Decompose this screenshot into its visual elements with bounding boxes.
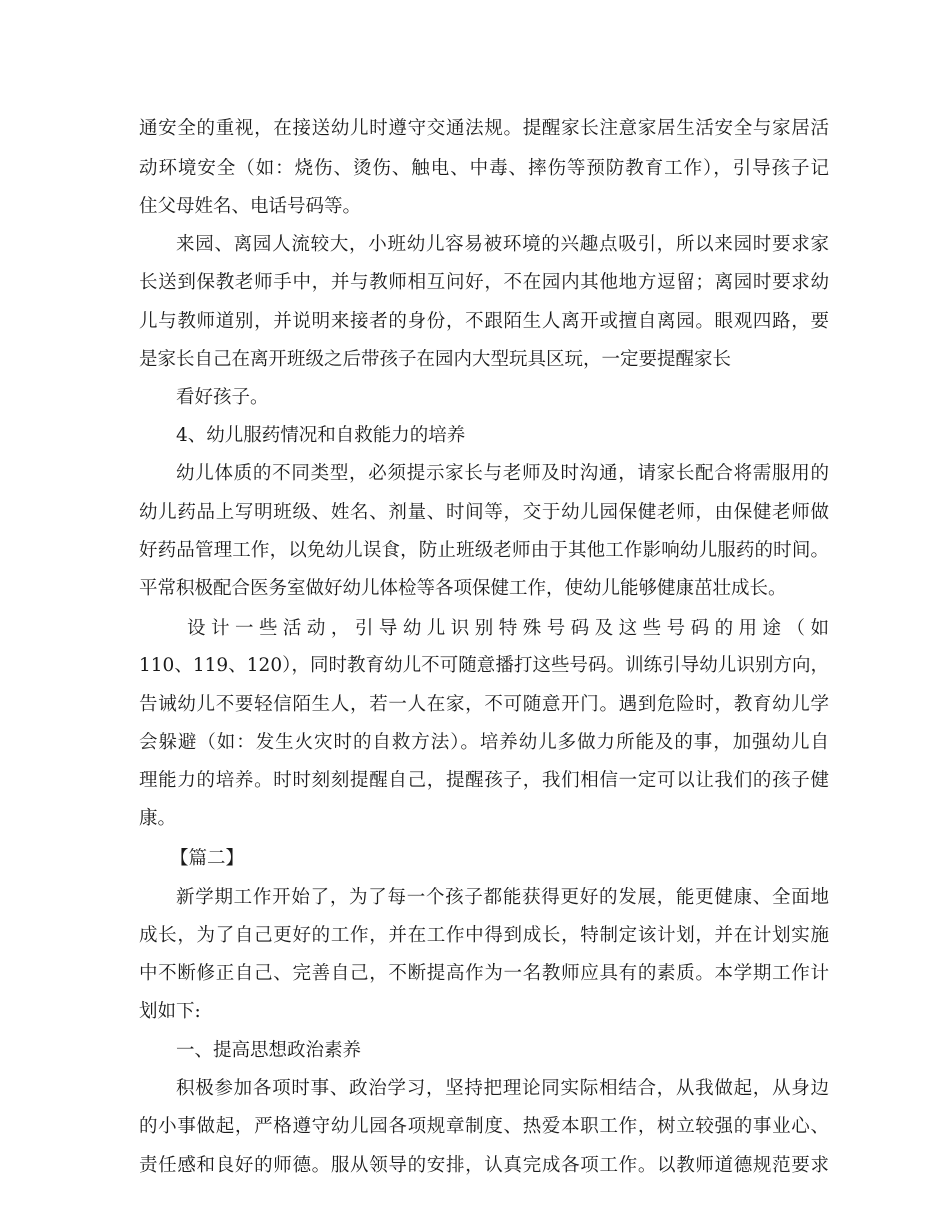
paragraph-line: 平常积极配合医务室做好幼儿体检等各项保健工作，使幼儿能够健康茁壮成长。	[139, 578, 787, 599]
paragraph-line: 新学期工作开始了，为了每一个孩子都能获得更好的发展，能更健康、全面地	[176, 887, 829, 908]
paragraph-line: 责任感和良好的师德。服从领导的安排，认真完成各项工作。以教师道德规范要求	[139, 1155, 829, 1176]
paragraph-line: 理能力的培养。时时刻刻提醒自己，提醒孩子，我们相信一定可以让我们的孩子健	[139, 770, 829, 791]
paragraph-line: 通安全的重视，在接送幼儿时遵守交通法规。提醒家长注意家居生活安全与家居活	[139, 118, 829, 139]
paragraph-line: 幼儿药品上写明班级、姓名、剂量、时间等，交于幼儿园保健老师，由保健老师做	[139, 502, 829, 523]
section-heading: 4、幼儿服药情况和自救能力的培养	[176, 425, 466, 446]
paragraph-line: 幼儿体质的不同类型，必须提示家长与老师及时沟通，请家长配合将需服用的	[176, 463, 829, 484]
paragraph-line: 划如下:	[139, 1001, 201, 1022]
paragraph-line: 看好孩子。	[176, 387, 269, 408]
paragraph-line: 好药品管理工作，以免幼儿误食，防止班级老师由于其他工作影响幼儿服药的时间。	[139, 540, 829, 561]
paragraph-line: 会躲避（如：发生火灾时的自救方法）。培养幼儿多做力所能及的事，加强幼儿自	[139, 732, 829, 753]
paragraph-line: 住父母姓名、电话号码等。	[139, 196, 362, 217]
paragraph-line: 中不断修正自己、完善自己，不断提高作为一名教师应具有的素质。本学期工作计	[139, 963, 829, 984]
paragraph-line: 是家长自己在离开班级之后带孩子在园内大型玩具区玩，一定要提醒家长	[139, 349, 732, 370]
paragraph-line: 设计一些活动，引导幼儿识别特殊号码及这些号码的用途（如	[187, 618, 829, 639]
section-heading: 一、提高思想政治素养	[176, 1040, 362, 1061]
paragraph-line: 成长，为了自己更好的工作，并在工作中得到成长，特制定该计划，并在计划实施	[139, 925, 829, 946]
paragraph-line: 积极参加各项时事、政治学习，坚持把理论同实际相结合，从我做起，从身边	[176, 1078, 829, 1099]
paragraph-line: 告诫幼儿不要轻信陌生人，若一人在家，不可随意开门。遇到危险时，教育幼儿学	[139, 694, 829, 715]
paragraph-line: 康。	[139, 808, 177, 829]
paragraph-line: 动环境安全（如：烧伤、烫伤、触电、中毒、摔伤等预防教育工作），引导孩子记	[139, 158, 829, 179]
paragraph-line: 来园、离园人流较大，小班幼儿容易被环境的兴趣点吸引，所以来园时要求家	[176, 234, 829, 255]
paragraph-line: 儿与教师道别，并说明来接者的身份，不跟陌生人离开或擅自离园。眼观四路，要	[139, 311, 829, 332]
paragraph-line: 长送到保教老师手中，并与教师相互问好，不在园内其他地方逗留；离园时要求幼	[139, 272, 829, 293]
section-heading: 【篇二】	[170, 848, 245, 869]
paragraph-line: 110、119、120），同时教育幼儿不可随意播打这些号码。训练引导幼儿识别方向，	[139, 655, 829, 676]
paragraph-line: 的小事做起，严格遵守幼儿园各项规章制度、热爱本职工作，树立较强的事业心、	[139, 1116, 829, 1137]
